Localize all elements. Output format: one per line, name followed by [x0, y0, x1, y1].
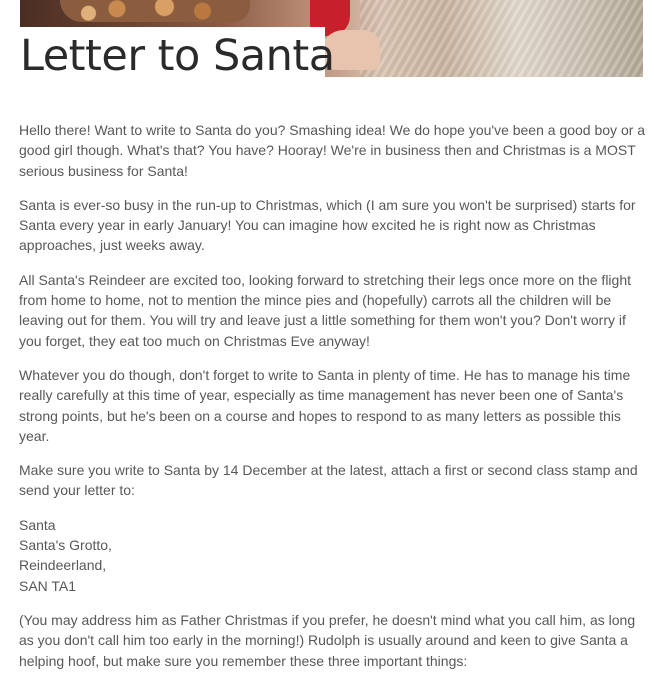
- address-line: Santa: [19, 516, 56, 533]
- paragraph-time: Whatever you do though, don't forget to write to Santa in plenty of time. He has to manage his time really carefully at this time of year, especially as time management has never been one of Santa's strong points, but he's been on a course and hopes to respond to as many letters as possible this year.: [19, 366, 631, 444]
- cookie-plate-image: [60, 0, 250, 22]
- address-line: SAN TA1: [19, 577, 77, 594]
- paragraph-deadline: Make sure you write to Santa by 14 December at the latest, attach a first or second class stamp and send your letter to:: [19, 462, 638, 499]
- knit-sweater-image: [360, 0, 643, 77]
- article-body: [19, 120, 647, 685]
- paragraph-reindeer: All Santa's Reindeer are excited too, looking forward to stretching their legs once more on the flight from home to home, not to mention the mince pies and (hopefully) carrots all the children will be leaving out for them. You will try and leave just a little something for them won't you? Don't worry if you forget, they eat too much on Christmas Eve anyway!: [19, 271, 632, 349]
- postal-address: [19, 515, 647, 596]
- paragraph-intro: Hello there! Want to write to Santa do you? Smashing idea! We do hope you've been a good boy or a good girl though. What's that? You have? Hooray! We're in business then and Christmas is a MOST serious business for Santa!: [19, 122, 646, 179]
- page-title: Letter to Santa: [20, 31, 335, 81]
- paragraph-busy: Santa is ever-so busy in the run-up to Christmas, which (I am sure you won't be surprised) starts for Santa every year in early January! You can imagine how excited he is right now as Christmas approaches, just weeks away.: [19, 196, 636, 254]
- address-line: Reindeerland,: [19, 557, 107, 574]
- paragraph-closing: (You may address him as Father Christmas if you prefer, he doesn't mind what you call him, as long as you don't call him too early in the morning!) Rudolph is usually around and keen to give Santa a helping hoof, but make sure you remember these three important things:: [19, 611, 636, 669]
- address-line: Santa's Grotto,: [19, 537, 112, 554]
